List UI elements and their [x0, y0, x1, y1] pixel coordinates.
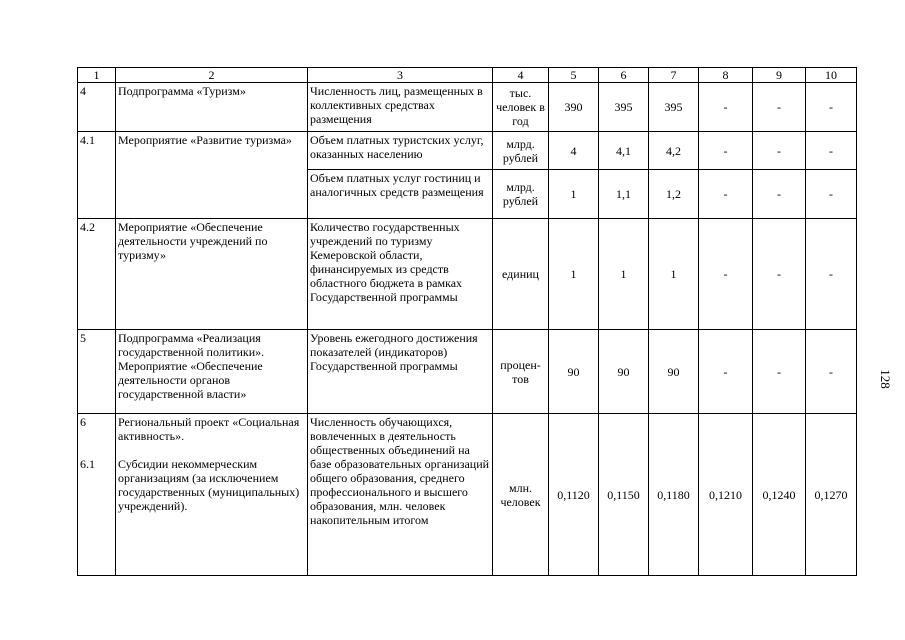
value-cell: 90 — [649, 330, 699, 414]
measure-name: Мероприятие «Развитие туризма» — [116, 132, 308, 219]
indicator-name: Объем платных услуг гостиниц и аналогичных средств размещения — [308, 170, 493, 219]
header-cell: 8 — [699, 68, 753, 83]
row-number: 5 — [78, 330, 116, 414]
header-cell: 5 — [549, 68, 599, 83]
measure-name: Подпрограмма «Реализация государственной политики». Мероприятие «Обеспечение деятельности органов государственной власти» — [116, 330, 308, 414]
value-cell: 0,1210 — [699, 414, 753, 576]
indicator-name: Количество государственных учреждений по туризму Кемеровской области, финансируемых из средств областного бюджета в рамках Государственной программы — [308, 219, 493, 330]
header-cell: 9 — [753, 68, 806, 83]
value-cell: - — [699, 132, 753, 170]
value-cell: - — [753, 330, 806, 414]
value-cell: 0,1270 — [806, 414, 857, 576]
value-cell: - — [806, 132, 857, 170]
value-cell: 4,1 — [599, 132, 649, 170]
value-cell: 0,1120 — [549, 414, 599, 576]
value-cell: - — [753, 170, 806, 219]
indicators-table — [77, 67, 857, 576]
unit-cell: тыс. человек в год — [493, 83, 549, 132]
header-cell: 2 — [116, 68, 308, 83]
value-cell: 1 — [649, 219, 699, 330]
value-cell: 1 — [549, 170, 599, 219]
table-row — [78, 83, 857, 132]
header-cell: 3 — [308, 68, 493, 83]
measure-name: Мероприятие «Обеспечение деятельности учреждений по туризму» — [116, 219, 308, 330]
indicator-name: Численность лиц, размещенных в коллективных средствах размещения — [308, 83, 493, 132]
row-number-cell — [78, 414, 116, 576]
unit-cell: млрд. рублей — [493, 132, 549, 170]
row-number: 4 — [78, 83, 116, 132]
header-cell: 4 — [493, 68, 549, 83]
value-cell: 1 — [549, 219, 599, 330]
value-cell: - — [753, 132, 806, 170]
value-cell: - — [806, 170, 857, 219]
value-cell: - — [806, 83, 857, 132]
measure-name: Подпрограмма «Туризм» — [116, 83, 308, 132]
indicator-name: Объем платных туристских услуг, оказанных населению — [308, 132, 493, 170]
measure-name: Региональный проект «Социальная активность». — [118, 415, 300, 443]
header-cell: 1 — [78, 68, 116, 83]
value-cell: 0,1150 — [599, 414, 649, 576]
header-cell: 7 — [649, 68, 699, 83]
value-cell: 90 — [599, 330, 649, 414]
value-cell: - — [753, 83, 806, 132]
row-number: 6.1 — [80, 457, 95, 471]
table-row — [78, 219, 857, 330]
row-number: 4.1 — [78, 132, 116, 219]
page-number: 128 — [878, 369, 893, 389]
row-number: 6 — [80, 415, 86, 429]
unit-cell: млрд. рублей — [493, 170, 549, 219]
table-row — [78, 132, 857, 170]
value-cell: - — [753, 219, 806, 330]
value-cell: 395 — [649, 83, 699, 132]
value-cell: 1 — [599, 219, 649, 330]
value-cell: - — [699, 83, 753, 132]
indicator-name: Численность обучающихся, вовлеченных в деятельность общественных объединений на базе образовательных организаций общего образования, среднего профессионального и высшего образования, млн. человек накопительным итогом — [308, 414, 493, 576]
value-cell: 1,1 — [599, 170, 649, 219]
value-cell: - — [699, 330, 753, 414]
header-cell: 6 — [599, 68, 649, 83]
value-cell: 90 — [549, 330, 599, 414]
value-cell: - — [806, 219, 857, 330]
unit-cell: единиц — [493, 219, 549, 330]
value-cell: 4 — [549, 132, 599, 170]
value-cell: 395 — [599, 83, 649, 132]
value-cell: - — [806, 330, 857, 414]
row-number: 4.2 — [78, 219, 116, 330]
header-cell: 10 — [806, 68, 857, 83]
value-cell: 390 — [549, 83, 599, 132]
measure-name-cell — [116, 414, 308, 576]
table-row — [78, 414, 857, 576]
value-cell: 4,2 — [649, 132, 699, 170]
value-cell: - — [699, 219, 753, 330]
unit-cell: млн. человек — [493, 414, 549, 576]
unit-cell: процен-тов — [493, 330, 549, 414]
value-cell: 0,1180 — [649, 414, 699, 576]
measure-name: Субсидии некоммерческим организациям (за исключением государственных (муниципальных) учреждений). — [118, 457, 300, 513]
header-row — [78, 68, 857, 83]
value-cell: - — [699, 170, 753, 219]
indicator-name: Уровень ежегодного достижения показателей (индикаторов) Государственной программы — [308, 330, 493, 414]
value-cell: 1,2 — [649, 170, 699, 219]
table-row — [78, 330, 857, 414]
value-cell: 0,1240 — [753, 414, 806, 576]
